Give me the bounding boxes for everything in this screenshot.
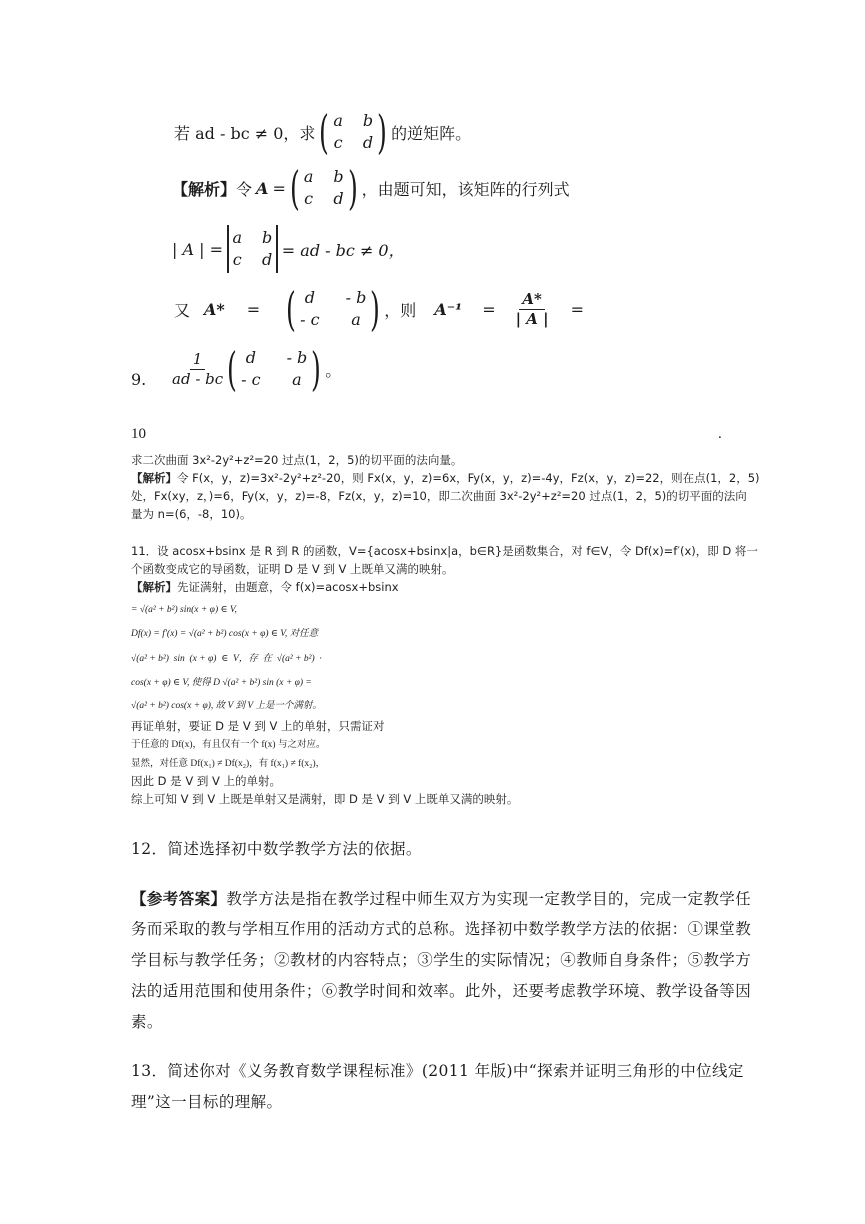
q12-answer-line1: 【参考答案】教学方法是指在教学过程中师生双方为实现一定教学目的，完成一定教学任 xyxy=(131,889,752,908)
q11-line-a: 再证单射，要证 D 是 V 到 V 上的单射，只需证对 xyxy=(131,719,385,733)
q12-answer-line2: 务而采取的教与学相互作用的活动方式的总称。选择初中数学教学方法的依据：①课堂教 xyxy=(131,920,752,938)
matrix-adjugate: ( d - b - c a ) xyxy=(286,282,381,336)
q9-line5: $\frac{1}{ad - bc}$ ( d - b - c a ) 。 xyxy=(172,342,342,396)
jiexi-label: 【解析】 xyxy=(172,179,237,199)
q9-line2: 【解析】 令 A = ( a b c d ) ，由题可知，该矩阵的行列式 xyxy=(172,161,570,215)
q9-line1 xyxy=(174,105,472,159)
q9-line1-post: 的逆矩阵。 xyxy=(391,123,472,143)
q12-question: 12．简述选择初中数学教学方法的依据。 xyxy=(131,840,422,858)
q13-line2: 理”这一目标的理解。 xyxy=(131,1093,283,1111)
q11-math-3: √(a² + b²) sin (x + φ) ∈ V，存 在 √(a² + b²) · xyxy=(131,654,322,664)
q11-math-4: cos(x + φ) ∈ V, 使得 D √(a² + b²) sin (x + φ) = xyxy=(131,678,312,688)
q10-answer-line3: 量为 n=(6，-8，10)。 xyxy=(131,507,252,521)
matrix-abcd: ( a b c d ) xyxy=(319,105,388,159)
q11-line2: 个函数变成它的导函数，证明 D 是 V 到 V 上既单又满的映射。 xyxy=(131,562,454,576)
fraction-1-over-det: $\frac{1}{ad - bc}$ xyxy=(172,349,224,388)
q12-answer-line5: 素。 xyxy=(131,1013,163,1031)
q11-math-1: = √(a² + b²) sin(x + φ) ∈ V, xyxy=(131,605,237,615)
q11-line-d: 因此 D 是 V 到 V 上的单射。 xyxy=(131,774,282,788)
q10-trailing-dot: . xyxy=(718,426,722,442)
q9-line4: 又 A* = ( d - b - c a ) ，则 A⁻¹ = $\frac{A*}{| A |}$ = xyxy=(174,282,584,336)
q11-line1: 11．设 acosx+bsinx 是 R 到 R 的函数，V={acosx+bsinx|a，b∈R}是函数集合，对 f∈V，令 Df(x)=f′(x)，即 D 将一 xyxy=(131,544,758,558)
q11-line-c: 显然，对任意 Df(x₁) ≠ Df(x₂)，有 f(x₁) ≠ f(x₂)， xyxy=(131,759,326,769)
q11-math-2: Df(x) = f′(x) = √(a² + b²) cos(x + φ) ∈ V, 对任意 xyxy=(131,629,319,639)
q11-answer-line1: 【解析】先证满射，由题意，令 f(x)=acosx+bsinx xyxy=(131,580,399,594)
q9-line1-pre: 若 ad - bc ≠ 0，求 xyxy=(174,123,316,143)
q12-answer-line3: 学目标与教学任务；②教材的内容特点；③学生的实际情况；④教师自身条件；⑤教学方 xyxy=(131,951,752,969)
q11-math-5: √(a² + b²) cos(x + φ), 故 V 到 V 上是一个满射。 xyxy=(131,701,322,711)
q9-number: 9. xyxy=(131,370,147,389)
q10-answer-line1: 【解析】令 F(x，y，z)=3x²-2y²+z²-20，则 Fx(x，y，z)=6x，Fy(x，y，z)=-4y，Fz(x，y，z)=22，则在点(1，2，5) xyxy=(131,471,760,485)
reference-answer-label: 【参考答案】 xyxy=(131,889,227,908)
q11-line-e: 综上可知 V 到 V 上既是单射又是满射，即 D 是 V 到 V 上既单又满的映射。 xyxy=(131,792,519,806)
determinant-A: a b c d xyxy=(223,225,282,273)
q10-number: 10 xyxy=(131,426,146,442)
q10-question: 求二次曲面 3x²-2y²+z²=20 过点(1，2，5)的切平面的法向量。 xyxy=(131,453,463,467)
matrix-adjugate-2: ( d - b - c a ) xyxy=(227,342,322,396)
q10-answer-line2: 处，Fx(xy，z，)=6，Fy(x，y，z)=-8，Fz(x，y，z)=10，即二次曲面 3x²-2y²+z²=20 过点(1，2，5)的切平面的法向 xyxy=(131,489,747,503)
q9-line3: | A | = a b c d = ad - bc ≠ 0， xyxy=(172,224,405,274)
fraction-astar-over-detA: $\frac{A*}{| A |}$ xyxy=(515,289,549,328)
q12-answer-line4: 法的适用范围和使用条件；⑥教学时间和效率。此外，还要考虑教学环境、教学设备等因 xyxy=(131,982,752,1000)
matrix-A: ( a b c d ) xyxy=(289,161,358,215)
q11-line-b: 于任意的 Df(x)，有且仅有一个 f(x) 与之对应。 xyxy=(131,740,326,750)
q13-line1: 13．简述你对《义务教育数学课程标准》(2011 年版)中“探索并证明三角形的中位线定 xyxy=(131,1062,744,1080)
